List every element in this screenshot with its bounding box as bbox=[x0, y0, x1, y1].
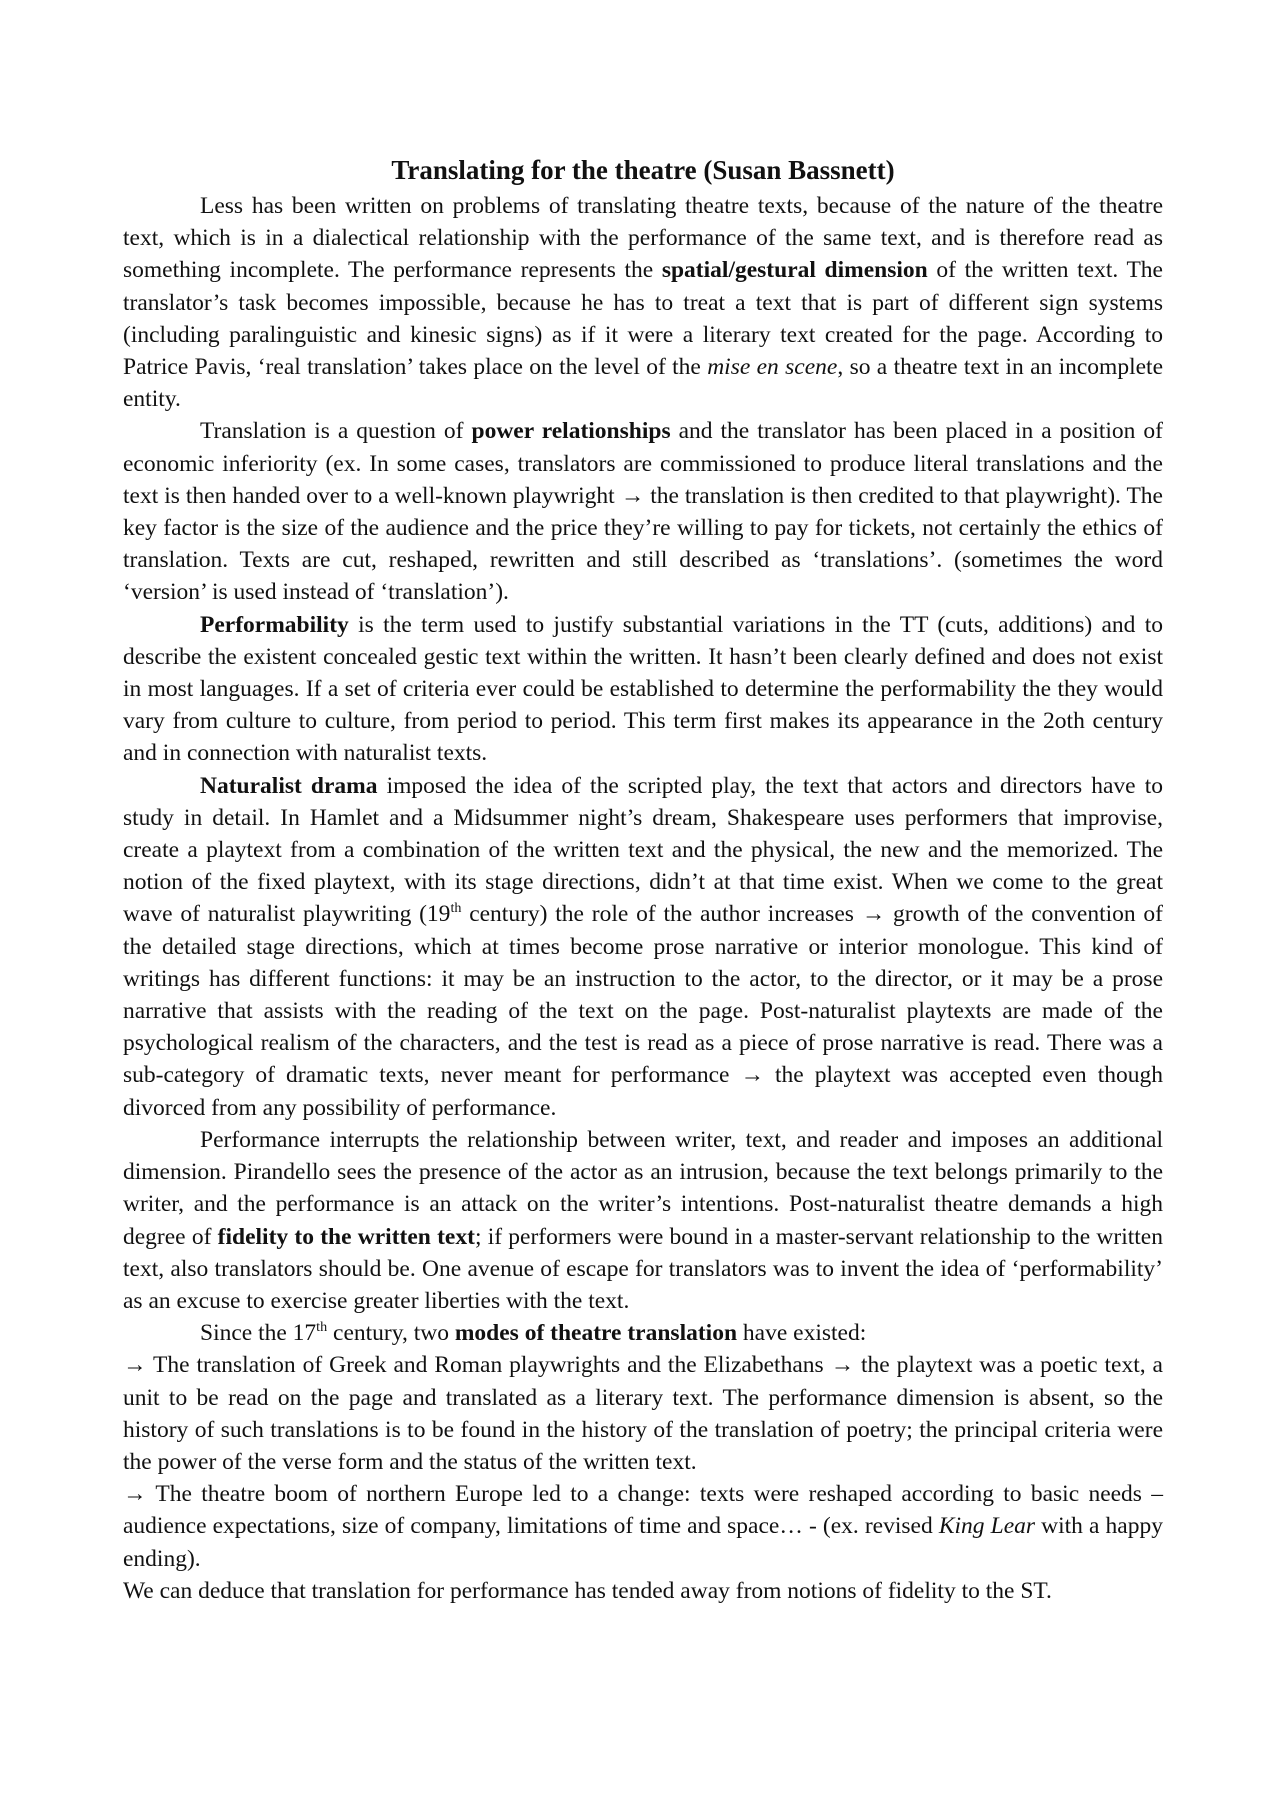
document-page bbox=[123, 150, 1163, 1607]
text-run: is the term used to justify substantial variations in the TT (cuts, additions) and to describe the existent concealed gestic text within the written. It hasn’t been clearly defined and does not exist in most languages. If a set of criteria ever could be established to determine the performability the they would vary from culture to culture, from period to period. This term first makes its appearance in the 2oth century and in connection with naturalist texts. bbox=[123, 611, 1163, 767]
text-run: , so a theatre text in an incomplete entity. bbox=[123, 354, 1163, 413]
text-run: ; if performers were bound in a master-servant relationship to the written text, also translators should be. One avenue of escape for translators was to invent the idea of ‘performability’ as an excuse to exercise greater liberties with the text. bbox=[123, 1223, 1163, 1314]
body-paragraph bbox=[123, 609, 1163, 770]
body-paragraph bbox=[123, 1317, 1163, 1349]
bold-term: modes of theatre translation bbox=[454, 1320, 738, 1347]
text-run: imposed the idea of the scripted play, the text that actors and directors have to study in detail. In Hamlet and a Midsummer night’s dream, Shakespeare uses performers that improvise, create a playtext from a combination of the written text and the physical, the new and the memorized. The notion of the fixed playtext, with its stage directions, didn’t at that time exist. When we come to the great wave of naturalist playwriting (19 bbox=[123, 772, 1163, 928]
italic-term: mise en scene bbox=[707, 354, 838, 381]
body-paragraph bbox=[123, 1349, 1163, 1478]
text-run: the translation is then credited to that playwright). The key factor is the size of the audience and the price they’re willing to pay for tickets, not certainly the ethics of translation. Texts are cut, reshaped, rewritten and still described as ‘translations’. (sometimes the word ‘version’ is used instead of ‘translation’). bbox=[123, 482, 1163, 606]
italic-term: King Lear bbox=[938, 1513, 1036, 1540]
text-run: with a happy ending). bbox=[123, 1513, 1163, 1572]
body-paragraph bbox=[123, 1478, 1163, 1575]
text-run: of the written text. The translator’s task becomes impossible, because he has to treat a text that is part of different sign systems (including paralinguistic and kinesic signs) as if it were a literary text created for the page. According to Patrice Pavis, ‘real translation’ takes place on the level of the bbox=[123, 257, 1163, 381]
text-run: Since the 17 bbox=[200, 1320, 317, 1347]
bold-term: fidelity to the written text bbox=[217, 1223, 475, 1250]
arrow-right-icon: → bbox=[740, 1062, 764, 1089]
document-body bbox=[123, 190, 1163, 1607]
text-run: Less has been written on problems of translating theatre texts, because of the nature of the theatre text, which is in a dialectical relationship with the performance of the same text, and is therefore read as something incomplete. The performance represents the bbox=[123, 193, 1163, 284]
text-run: century, two bbox=[327, 1320, 455, 1347]
text-run: the playtext was a poetic text, a unit to be read on the page and translated as a literary text. The performance dimension is absent, so the history of such translations is to be found in the history of the translation of poetry; the principal criteria were the power of the verse form and the status of the written text. bbox=[123, 1352, 1163, 1475]
superscript: th bbox=[316, 1319, 328, 1336]
text-run: century) the role of the author increases bbox=[461, 901, 862, 928]
text-run: The translation of Greek and Roman playwrights and the Elizabethans bbox=[146, 1352, 831, 1379]
bold-term: Performability bbox=[200, 611, 349, 638]
superscript: th bbox=[450, 900, 462, 917]
arrow-right-icon: → bbox=[123, 1481, 147, 1508]
text-run: The theatre boom of northern Europe led to a change: texts were reshaped according to basic needs – audience expectations, size of company, limitations of time and space… - (ex. revised bbox=[123, 1481, 1163, 1540]
document-title: Translating for the theatre (Susan Bassnett) bbox=[391, 155, 895, 185]
arrow-right-icon: → bbox=[620, 482, 645, 509]
text-run: and the translator has been placed in a position of economic inferiority (ex. In some cases, translators are commissioned to produce literal translations and the text is then handed over to a well-known playwright bbox=[123, 418, 1163, 509]
arrow-right-icon: → bbox=[123, 1352, 147, 1379]
body-paragraph bbox=[123, 1575, 1163, 1607]
text-run: Translation is a question of bbox=[200, 418, 472, 445]
text-run: Performance interrupts the relationship between writer, text, and reader and imposes an additional dimension. Pirandello sees the presence of the actor as an intrusion, because the text belongs primarily to the writer, and the performance is an attack on the writer’s intentions. Post-naturalist theatre demands a high degree of bbox=[123, 1126, 1163, 1250]
text-run: have existed: bbox=[737, 1320, 867, 1347]
body-paragraph bbox=[123, 1124, 1163, 1317]
bold-term: Naturalist drama bbox=[200, 772, 378, 799]
bold-term: spatial/gestural dimension bbox=[661, 257, 928, 284]
bold-term: power relationships bbox=[471, 418, 671, 445]
text-run: growth of the convention of the detailed stage directions, which at times become prose narrative or interior monologue. This kind of writings has different functions: it may be an instruction to the actor, to the director, or it may be a prose narrative that assists with the reading of the text on the page. Post-naturalist playtexts are made of the psychological realism of the characters, and the test is read as a piece of prose narrative is read. There was a sub-category of dramatic texts, never meant for performance bbox=[123, 901, 1164, 1089]
arrow-right-icon: → bbox=[861, 901, 886, 928]
body-paragraph bbox=[123, 770, 1163, 1124]
arrow-right-icon: → bbox=[830, 1352, 855, 1379]
text-run: We can deduce that translation for performance has tended away from notions of fidelity to the ST. bbox=[123, 1577, 1052, 1604]
body-paragraph bbox=[123, 190, 1163, 415]
body-paragraph bbox=[123, 415, 1163, 608]
text-run: the playtext was accepted even though divorced from any possibility of performance. bbox=[123, 1062, 1164, 1121]
